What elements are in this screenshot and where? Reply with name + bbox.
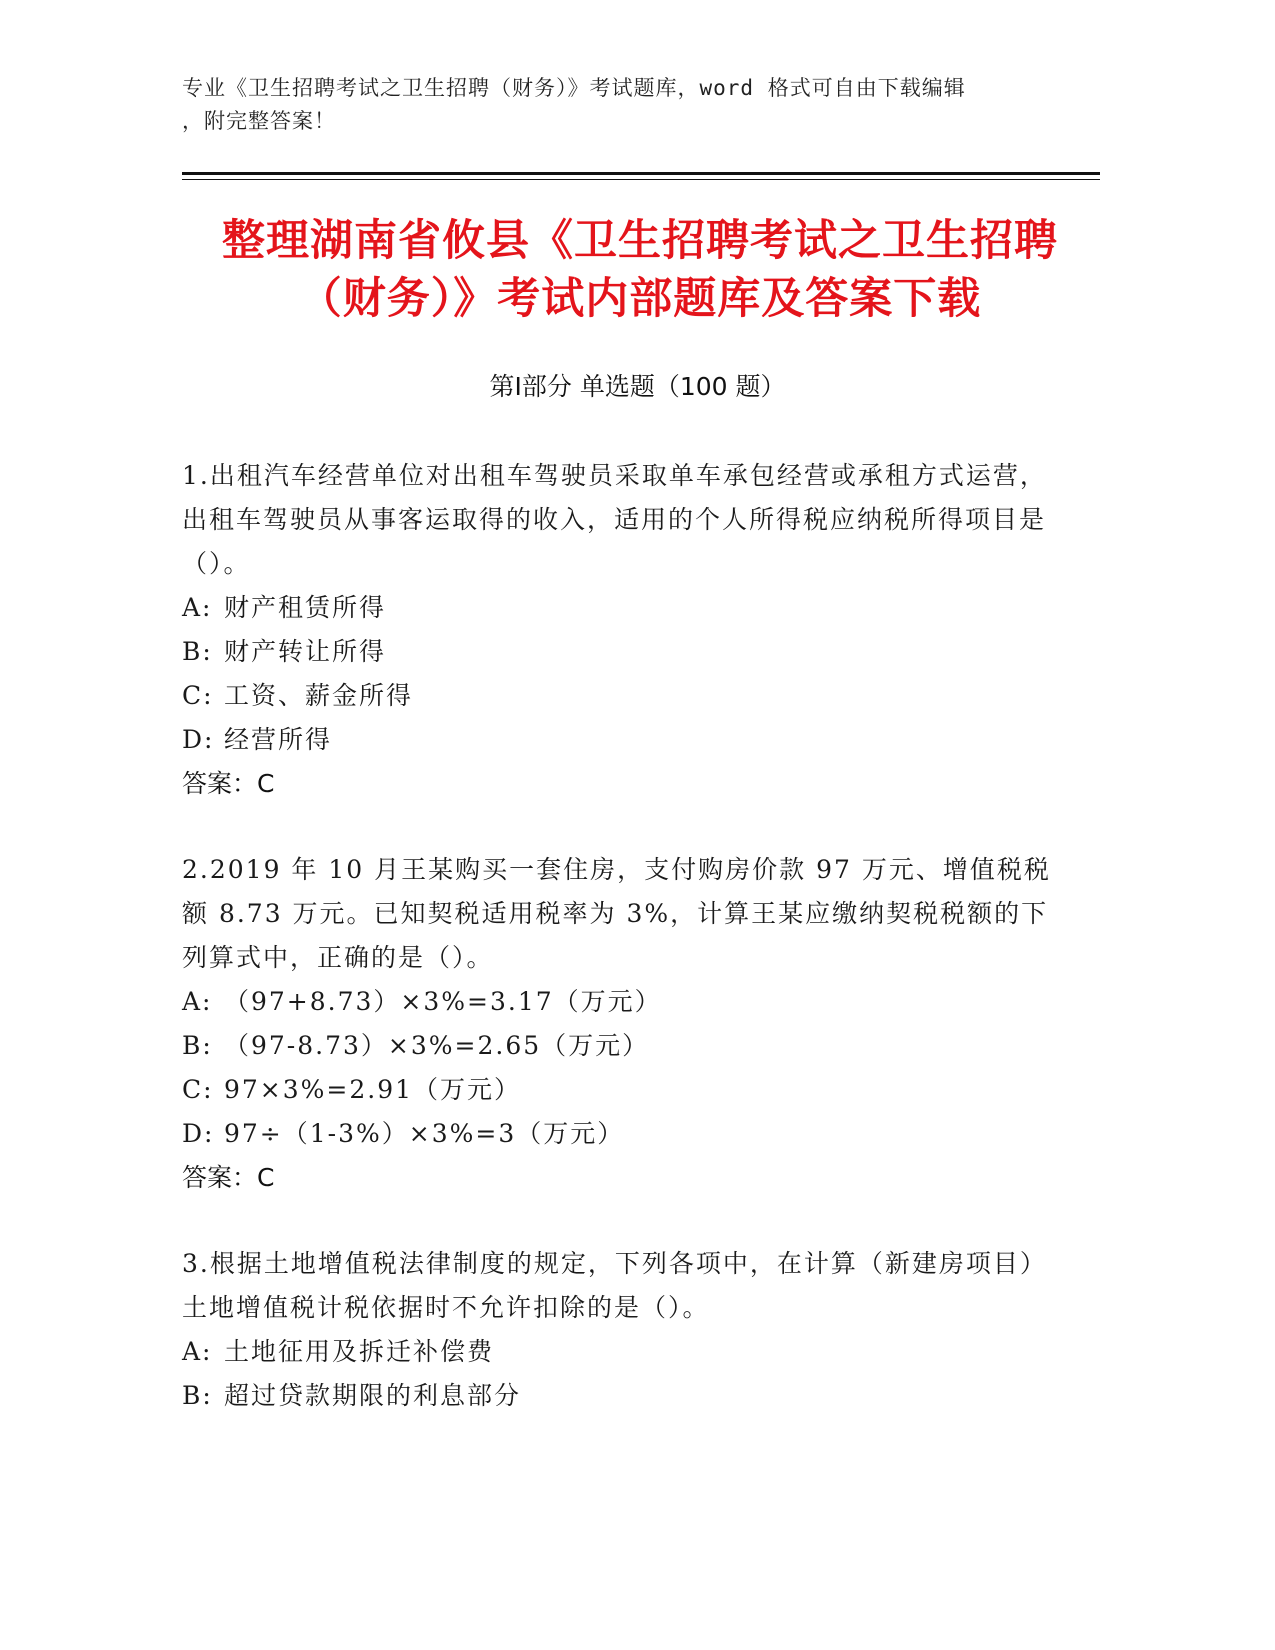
header-divider-thin xyxy=(182,179,1100,180)
option-d xyxy=(182,718,1052,762)
question-answer: 答案：C xyxy=(182,1163,275,1192)
option-key: A: xyxy=(182,593,213,622)
option-key: A: xyxy=(182,1337,213,1366)
header-note-line-2: ，附完整答案！ xyxy=(182,109,336,133)
option-c xyxy=(182,674,1052,718)
option-text: 工资、薪金所得 xyxy=(224,681,414,710)
option-b xyxy=(182,1024,1052,1068)
option-c xyxy=(182,1068,1052,1112)
option-d xyxy=(182,1112,1052,1156)
option-key: B: xyxy=(182,637,213,666)
option-a xyxy=(182,586,1052,630)
page-title-line-2: （财务）》考试内部题库及答案下载 xyxy=(298,274,982,324)
option-key: D: xyxy=(182,1119,215,1148)
header-note xyxy=(182,72,1062,138)
option-key: B: xyxy=(182,1031,213,1060)
option-a xyxy=(182,980,1052,1024)
question-stem: 2.2019 年 10 月王某购买一套住房，支付购房价款 97 万元、增值税税额 8.73 万元。已知契税适用税率为 3%，计算王某应缴纳契税税额的下列算式中，正确的是（）。 xyxy=(182,855,1051,972)
option-text: 97×3%=2.91（万元） xyxy=(224,1075,522,1104)
option-text: 财产租赁所得 xyxy=(224,593,387,622)
option-text: 土地征用及拆迁补偿费 xyxy=(224,1337,495,1366)
option-key: C: xyxy=(182,1075,214,1104)
page-title xyxy=(140,212,1140,328)
header-divider-thick xyxy=(182,172,1100,175)
option-text: （97-8.73）×3%=2.65（万元） xyxy=(224,1031,650,1060)
option-b xyxy=(182,1374,1052,1418)
question-list xyxy=(182,454,1052,1460)
option-key: B: xyxy=(182,1381,213,1410)
option-b xyxy=(182,630,1052,674)
option-text: 经营所得 xyxy=(224,725,333,754)
question-1 xyxy=(182,454,1052,806)
question-stem: 3.根据土地增值税法律制度的规定，下列各项中，在计算（新建房项目）土地增值税计税依据时不允许扣除的是（）。 xyxy=(182,1249,1047,1322)
option-text: 超过贷款期限的利息部分 xyxy=(224,1381,522,1410)
page-title-line-1: 整理湖南省攸县《卫生招聘考试之卫生招聘 xyxy=(222,216,1058,266)
question-2 xyxy=(182,848,1052,1200)
option-text: （97+8.73）×3%=3.17（万元） xyxy=(224,987,662,1016)
option-text: 97÷（1-3%）×3%=3（万元） xyxy=(224,1119,625,1148)
option-key: D: xyxy=(182,725,215,754)
header-note-line-1: 专业《卫生招聘考试之卫生招聘（财务）》考试题库，word 格式可自由下载编辑 xyxy=(182,76,966,100)
option-a xyxy=(182,1330,1052,1374)
question-answer: 答案：C xyxy=(182,769,275,798)
question-stem: 1.出租汽车经营单位对出租车驾驶员采取单车承包经营或承租方式运营，出租车驾驶员从事客运取得的收入，适用的个人所得税应纳税所得项目是（）。 xyxy=(182,461,1047,578)
option-key: A: xyxy=(182,987,213,1016)
option-key: C: xyxy=(182,681,214,710)
option-text: 财产转让所得 xyxy=(224,637,387,666)
section-heading: 第Ⅰ部分 单选题（100 题） xyxy=(489,372,786,401)
question-3 xyxy=(182,1242,1052,1418)
